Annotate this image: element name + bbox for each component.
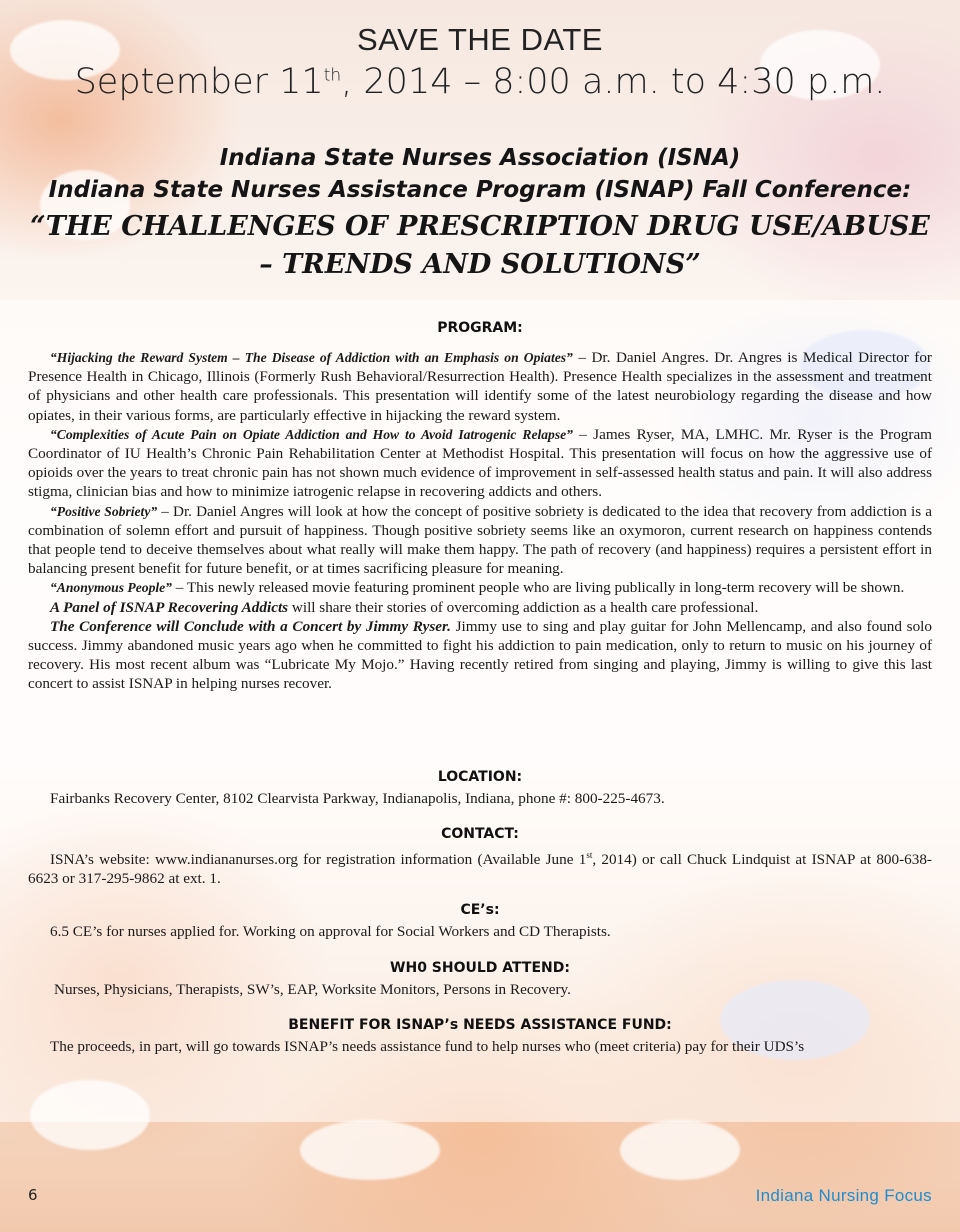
program-item-title: “Anonymous People”: [50, 580, 172, 596]
program-item-text: – This newly released movie featuring prominent people who are living publically in long-term recovery will be shown.: [171, 579, 905, 597]
conference-title-line1: “THE CHALLENGES OF PRESCRIPTION DRUG USE/ABUSE: [30, 211, 930, 242]
program-item: [28, 578, 932, 597]
publication-name: Indiana Nursing Focus: [755, 1186, 932, 1205]
program-item-title: “Hijacking the Reward System – The Disease of Addiction with an Emphasis on Opiates”: [50, 350, 573, 365]
ces-heading: CE’s:: [460, 902, 500, 918]
benefit-text: The proceeds, in part, will go towards ISNAP’s needs assistance fund to help nurses who (meet criteria) pay for their UDS’s: [50, 1038, 805, 1055]
conference-title-line2: – TRENDS AND SOLUTIONS”: [259, 249, 701, 280]
event-date-time: September 11th, 2014 – 8:00 a.m. to 4:30 p.m.: [74, 62, 886, 102]
location-heading: LOCATION:: [437, 769, 523, 785]
benefit-heading: BENEFIT FOR ISNAP’s NEEDS ASSISTANCE FUND:: [288, 1017, 672, 1033]
ces-text: 6.5 CE’s for nurses applied for. Working on approval for Social Workers and CD Therapists.: [50, 923, 611, 940]
program-item: [28, 598, 932, 617]
program-item-text: – James Ryser, MA, LMHC. Mr. Ryser is the Program Coordinator of IU Health’s Chronic Pain Rehabilitation Center at Methodist Hospital. This presentation will focus on how the aggressive use of opioids over the years to treat chronic pain has not shown much evidence of improvement in self-assessed health status and pain. It will also address stigma, clinician bias and how to minimize iatrogenic relapse in recovering addicts and others.: [28, 425, 932, 501]
who-should-attend-heading: WH0 SHOULD ATTEND:: [390, 960, 570, 976]
program-item: [28, 425, 932, 502]
page-number: 6: [28, 1186, 38, 1204]
contact-text: ISNA’s website: www.indiananurses.org for registration information (Available June 1st, 2014) or call Chuck Lindquist at ISNAP at 800-638-6623 or 317-295-9862 at ext. 1.: [28, 850, 932, 888]
program-section: [28, 348, 932, 694]
location-text: Fairbanks Recovery Center, 8102 Clearvista Parkway, Indianapolis, Indiana, phone #: 800-225-4673.: [50, 790, 665, 807]
benefit-section: [28, 1037, 932, 1056]
program-item-title: The Conference will Conclude with a Concert by Jimmy Ryser.: [50, 617, 451, 635]
save-the-date-heading: SAVE THE DATE: [357, 22, 603, 57]
location-section: [28, 789, 932, 808]
org-name: Indiana State Nurses Association (ISNA): [219, 145, 741, 171]
who-section: [28, 980, 932, 999]
program-item-title: A Panel of ISNAP Recovering Addicts: [50, 598, 289, 616]
program-item-text: will share their stories of overcoming addiction as a health care professional.: [288, 598, 759, 616]
program-item-text: – Dr. Daniel Angres will look at how the concept of positive sobriety is dedicated to the idea that recovery from addiction is a combination of solemn effort and pursuit of happiness. Though positive sobriety seems like an oxymoron, current research on happiness contends that people tend to deceive themselves about what really will make them happy. The path of recovery (and happiness) requires a persistent effort in balancing present benefit for future benefit, or at times sacrificing pleasure for meaning.: [28, 502, 932, 578]
contact-heading: CONTACT:: [441, 826, 519, 842]
program-heading: PROGRAM:: [437, 320, 523, 336]
program-item-text: Jimmy use to sing and play guitar for John Mellencamp, and also found solo success. Jimmy abandoned music years ago when he committed to fight his addiction to pain medication, only to return to music on his journey of recovery. His most recent album was “Lubricate My Mojo.” Having recently retired from singing and playing, Jimmy is willing to give this last concert to assist ISNAP in helping nurses recover.: [28, 617, 932, 693]
who-text: Nurses, Physicians, Therapists, SW’s, EAP, Worksite Monitors, Persons in Recovery.: [54, 981, 571, 998]
conference-name: Indiana State Nurses Assistance Program (ISNAP) Fall Conference:: [48, 177, 912, 203]
program-item: [28, 502, 932, 579]
program-item: [28, 617, 932, 694]
program-item: [28, 348, 932, 425]
program-item-title: “Complexities of Acute Pain on Opiate Addiction and How to Avoid Iatrogenic Relapse”: [50, 426, 573, 442]
ces-section: [28, 922, 932, 941]
program-item-title: “Positive Sobriety”: [50, 503, 158, 519]
contact-section: [28, 846, 932, 888]
program-item-text: – Dr. Daniel Angres. Dr. Angres is Medical Director for Presence Health in Chicago, Illinois (Formerly Rush Behavioral/Resurrection Health). Presence Health specializes in the assessment and treatment of physicians and other health care professionals. This presentation will identify some of the latest neurobiology regarding the disease and how opiates, in their various forms, are particularly effective in hijacking the reward system.: [28, 349, 932, 424]
